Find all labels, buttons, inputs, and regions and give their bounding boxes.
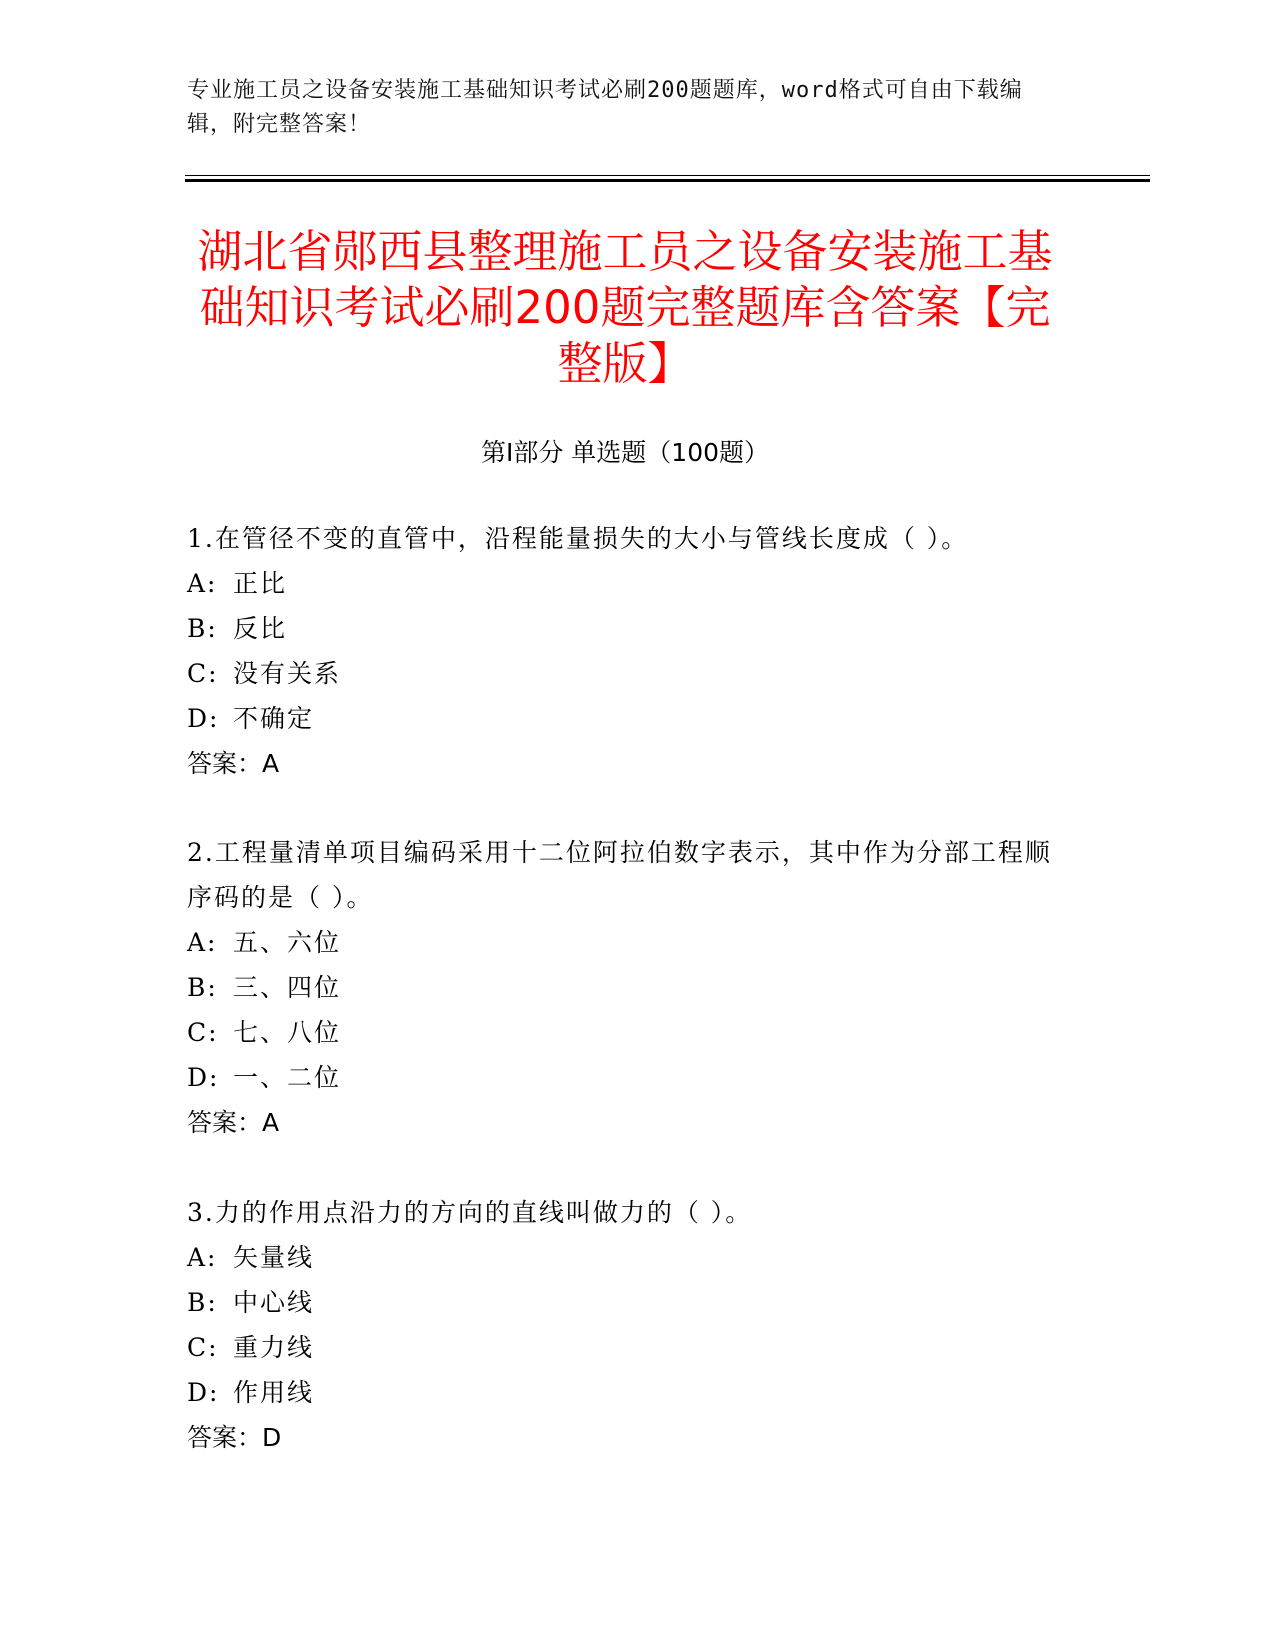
option-letter: D: bbox=[187, 704, 220, 733]
option-b bbox=[187, 1280, 1057, 1325]
option-letter: B: bbox=[187, 614, 218, 643]
document-title: 湖北省郧西县整理施工员之设备安装施工基础知识考试必刷200题完整题库含答案【完整版】 bbox=[197, 225, 1053, 390]
option-text: 没有关系 bbox=[233, 659, 342, 688]
answer-value: A bbox=[262, 1108, 280, 1137]
option-d bbox=[187, 696, 1057, 741]
option-letter: C: bbox=[187, 1018, 219, 1047]
option-text: 反比 bbox=[233, 614, 288, 643]
option-b bbox=[187, 606, 1057, 651]
option-d bbox=[187, 1370, 1057, 1415]
answer-label: 答案： bbox=[187, 1108, 263, 1137]
option-c bbox=[187, 651, 1057, 696]
option-text: 中心线 bbox=[233, 1288, 315, 1317]
option-text: 正比 bbox=[233, 569, 288, 598]
question-1 bbox=[187, 516, 1057, 786]
answer-line bbox=[187, 1100, 1057, 1145]
option-a bbox=[187, 561, 1057, 606]
option-text: 一、二位 bbox=[233, 1063, 342, 1092]
option-letter: D: bbox=[187, 1063, 220, 1092]
option-c bbox=[187, 1010, 1057, 1055]
option-letter: C: bbox=[187, 1333, 219, 1362]
option-a bbox=[187, 1235, 1057, 1280]
option-d bbox=[187, 1055, 1057, 1100]
answer-label: 答案： bbox=[187, 749, 263, 778]
option-letter: D: bbox=[187, 1378, 220, 1407]
answer-value: D bbox=[262, 1423, 282, 1452]
option-a bbox=[187, 920, 1057, 965]
option-text: 不确定 bbox=[233, 704, 315, 733]
header-note: 专业施工员之设备安装施工基础知识考试必刷200题题库，word格式可自由下载编辑，附完整答案！ bbox=[187, 78, 1023, 137]
option-letter: A: bbox=[187, 569, 218, 598]
option-c bbox=[187, 1325, 1057, 1370]
answer-label: 答案： bbox=[187, 1423, 263, 1452]
question-3 bbox=[187, 1190, 1057, 1460]
option-text: 五、六位 bbox=[233, 928, 342, 957]
option-letter: B: bbox=[187, 973, 218, 1002]
header-rule-thin bbox=[185, 175, 1150, 176]
option-letter: A: bbox=[187, 928, 218, 957]
option-b bbox=[187, 965, 1057, 1010]
option-letter: A: bbox=[187, 1243, 218, 1272]
option-text: 三、四位 bbox=[233, 973, 342, 1002]
option-text: 重力线 bbox=[233, 1333, 315, 1362]
option-letter: C: bbox=[187, 659, 219, 688]
answer-value: A bbox=[262, 749, 280, 778]
option-text: 作用线 bbox=[233, 1378, 315, 1407]
question-stem: 3.力的作用点沿力的方向的直线叫做力的（ ）。 bbox=[187, 1198, 753, 1227]
answer-line bbox=[187, 1415, 1057, 1460]
answer-line bbox=[187, 741, 1057, 786]
question-2 bbox=[187, 830, 1057, 1145]
question-stem: 1.在管径不变的直管中，沿程能量损失的大小与管线长度成（ ）。 bbox=[187, 524, 969, 553]
option-letter: B: bbox=[187, 1288, 218, 1317]
section-heading: 第Ⅰ部分 单选题（100题） bbox=[480, 438, 770, 467]
question-stem: 2.工程量清单项目编码采用十二位阿拉伯数字表示，其中作为分部工程顺序码的是（ ）。 bbox=[187, 838, 1052, 912]
header-rule-thick bbox=[185, 179, 1150, 182]
option-text: 七、八位 bbox=[233, 1018, 342, 1047]
option-text: 矢量线 bbox=[233, 1243, 315, 1272]
